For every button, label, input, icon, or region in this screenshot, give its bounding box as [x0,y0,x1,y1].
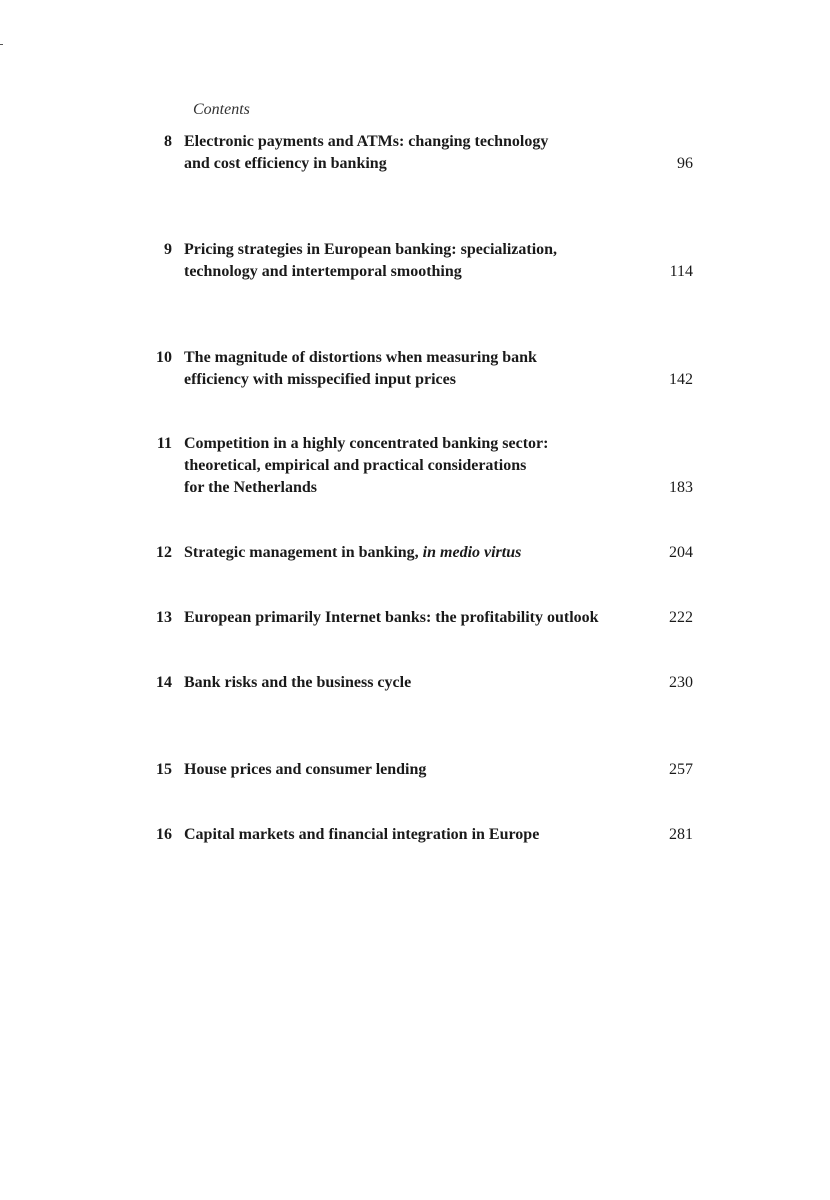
page-number: 183 [669,479,693,496]
chapter-number: 8 [164,133,172,150]
title-line: Capital markets and financial integration in Europe [184,826,540,843]
chapter-title [184,347,644,391]
chapter-title [184,607,644,629]
edge-mark [0,44,3,45]
title-line: European primarily Internet banks: the profitability outlook [184,609,599,626]
title-text: Strategic management in banking, [184,544,423,561]
chapter-title [184,759,644,781]
chapter-number: 12 [156,544,172,561]
chapter-title [184,672,644,694]
page-number: 222 [669,609,693,626]
chapter-title [184,433,644,499]
page-number: 142 [669,371,693,388]
title-line: and cost efficiency in banking [184,155,387,172]
title-line: Electronic payments and ATMs: changing technology [184,133,549,150]
title-line: efficiency with misspecified input prices [184,371,456,388]
title-line: technology and intertemporal smoothing [184,263,462,280]
title-line: Bank risks and the business cycle [184,674,412,691]
title-line: Pricing strategies in European banking: specialization, [184,241,558,258]
chapter-number: 16 [156,826,172,843]
chapter-number: 9 [164,241,172,258]
running-header: Contents [193,101,250,118]
page-number: 114 [669,263,693,280]
chapter-number: 10 [156,349,172,366]
title-line [184,542,644,564]
title-line: theoretical, empirical and practical considerations [184,457,527,474]
title-line: Competition in a highly concentrated banking sector: [184,435,549,452]
chapter-number: 15 [156,761,172,778]
title-line: House prices and consumer lending [184,761,427,778]
title-line: The magnitude of distortions when measuring bank [184,349,537,366]
title-line: for the Netherlands [184,479,318,496]
page-number: 281 [669,826,693,843]
chapter-number: 11 [156,435,172,452]
page-number: 96 [677,155,693,172]
chapter-title [184,824,644,846]
page-number: 230 [669,674,693,691]
title-italic: in medio virtus [422,544,522,561]
chapter-number: 14 [156,674,172,691]
page-number: 257 [669,761,693,778]
chapter-title [184,239,644,283]
chapter-number: 13 [156,609,172,626]
chapter-title [184,542,644,564]
chapter-title [184,131,644,175]
page-number: 204 [669,544,693,561]
